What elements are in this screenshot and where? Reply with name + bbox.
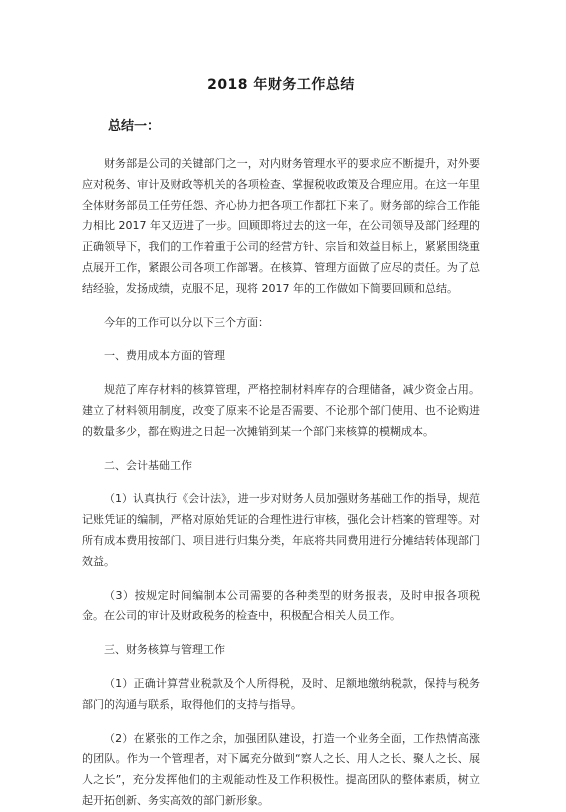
accounting-item-3: （3）按规定时间编制本公司需要的各种类型的财务报表，及时申报各项税金。在公司的审计及财政税务的检查中，积极配合相关人员工作。: [82, 588, 480, 623]
document-title: 2018 年财务工作总结: [207, 77, 355, 93]
section-heading: 总结一：: [108, 119, 161, 134]
subheading-finance-accounting: 三、财务核算与管理工作: [104, 643, 225, 657]
overview-paragraph: 今年的工作可以分以下三个方面：: [104, 315, 269, 329]
finance-item-1: （1）正确计算营业税款及个人所得税，及时、足额地缴纳税款，保持与税务部门的沟通与联系，取得他们的支持与指导。: [82, 676, 480, 711]
cost-management-paragraph: 规范了库存材料的核算管理，严格控制材料库存的合理储备，减少资金占用。建立了材料领用制度，改变了原来不论是否需要、不论那个部门使用、也不论购进的数量多少，都在购进之日起一次摊销到某一个部门来核算的模糊成本。: [82, 383, 480, 438]
subheading-accounting-basics: 二、会计基础工作: [104, 458, 192, 472]
finance-item-2: （2）在紧张的工作之余，加强团队建设，打造一个业务全面，工作热情高涨的团队。作为一个管理者，对下属充分做到“察人之长、用人之长、聚人之长、展人之长”，充分发挥他们的主观能动性及工作积极性。提高团队的整体素质，树立起开拓创新、务实高效的部门新形象。: [82, 731, 480, 807]
subheading-cost-management: 一、费用成本方面的管理: [104, 349, 225, 363]
intro-paragraph: 财务部是公司的关键部门之一，对内财务管理水平的要求应不断提升，对外要应对税务、审计及财政等机关的各项检查、掌握税收政策及合理应用。在这一年里全体财务部员工任劳任怨、齐心协力把各项工作都扛下来了。财务部的综合工作能力相比 2017 年又迈进了一步。回顾即将过去的这一年，在公司领导及部门经理的正确领导下，我们的工作着重于公司的经营方针、宗旨和效益目标上，紧紧围绕重点展开工作，紧跟公司各项工作部署。在核算、管理方面做了应尽的责任。为了总结经验，发扬成绩，克服不足，现将 2017 年的工作做如下简要回顾和总结。: [82, 157, 480, 295]
accounting-item-1: （1）认真执行《会计法》，进一步对财务人员加强财务基础工作的指导，规范记账凭证的编制，严格对原始凭证的合理性进行审核，强化会计档案的管理等。对所有成本费用按部门、项目进行归集分类，年底将共同费用进行分摊结转体现部门效益。: [82, 492, 480, 568]
